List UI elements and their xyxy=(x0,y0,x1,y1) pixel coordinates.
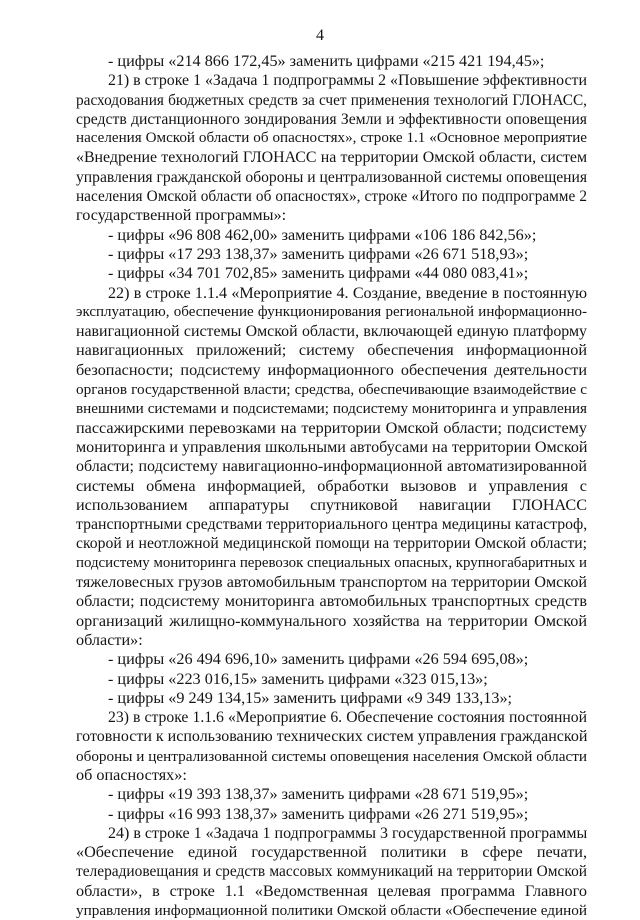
text-line: государственной программы»: xyxy=(76,206,287,225)
text-line: - цифры «214 866 172,45» заменить цифрами «215 421 194,45»; xyxy=(108,52,545,70)
text-line: «Обеспечение единой государственной политики в сфере печати, xyxy=(76,843,587,862)
text-line: готовности к использованию технических систем управления гражданской xyxy=(76,728,588,746)
text-line: внешними системами и подсистемами; подсистему мониторинга и управления xyxy=(76,400,587,418)
text-line: - цифры «16 993 138,37» заменить цифрами «26 271 519,95»; xyxy=(108,804,529,823)
text-line: безопасности; подсистему информационного обеспечения деятельности xyxy=(76,360,587,379)
text-line: населения Омской области об опасностях», строке «Итого по подпрограмме 2 xyxy=(76,188,587,206)
text-line: - цифры «19 393 138,37» заменить цифрами «28 671 519,95»; xyxy=(108,785,529,804)
text-line: управления гражданской обороны и централизованной системы оповещения xyxy=(76,168,587,186)
text-line: области»: xyxy=(76,630,143,649)
page-number: 4 xyxy=(316,27,324,44)
text-line: транспортными средствами территориального центра медицины катастроф, xyxy=(76,516,588,534)
text-line: - цифры «9 249 134,15» заменить цифрами «9 349 133,13»; xyxy=(108,688,513,707)
text-line: - цифры «223 016,15» заменить цифрами «323 015,13»; xyxy=(108,669,488,688)
text-line: органов государственной власти; средства, обеспечивающие взаимодействие с xyxy=(76,381,587,399)
text-line: эксплуатацию, обеспечение функционирования региональной информационно- xyxy=(76,303,587,320)
text-line: 24) в строке 1 «Задача 1 подпрограммы 3 государственной программы xyxy=(108,824,588,842)
text-line: скорой и неотложной медицинской помощи на территории Омской области; xyxy=(76,535,587,553)
text-line: использованием аппаратуры спутниковой навигации ГЛОНАСС xyxy=(76,495,587,514)
text-line: 21) в строке 1 «Задача 1 подпрограммы 2 «Повышение эффективности xyxy=(108,72,587,90)
document-body xyxy=(76,52,587,920)
text-line: мониторинга и управления школьными автобусами на территории Омской xyxy=(76,438,588,456)
text-line: организаций жилищно-коммунального хозяйства на территории Омской xyxy=(76,611,587,630)
text-line: навигационных приложений; систему обеспечения информационной xyxy=(76,341,587,360)
text-line: обороны и централизованной системы оповещения населения Омской области xyxy=(76,747,587,765)
text-line: навигационной системы Омской области, включающей единую платформу xyxy=(76,323,587,341)
text-line: населения Омской области об опасностях», строке 1.1 «Основное мероприятие xyxy=(76,130,587,147)
text-line: пассажирскими перевозками на территории Омской области; подсистему xyxy=(76,418,587,437)
text-line: - цифры «96 808 462,00» заменить цифрами «106 186 842,56»; xyxy=(108,225,537,244)
text-line: об опасностях»: xyxy=(76,765,187,784)
text-line: подсистему мониторинга перевозок специальных опасных, крупногабаритных и xyxy=(76,554,588,571)
text-line: - цифры «34 701 702,85» заменить цифрами «44 080 083,41»; xyxy=(108,264,529,283)
text-line: области», в строке 1.1 «Ведомственная целевая программа Главного xyxy=(76,881,587,900)
text-line: 23) в строке 1.1.6 «Мероприятие 6. Обеспечение состояния постоянной xyxy=(108,709,587,727)
text-line: тяжеловесных грузов автомобильным транспортом на территории Омской xyxy=(76,574,587,592)
text-line: области; подсистему мониторинга автомобильных транспортных средств xyxy=(76,592,587,611)
text-line: системы обмена информацией, обработки вызовов и управления с xyxy=(76,476,587,495)
text-line: - цифры «17 293 138,37» заменить цифрами «26 671 518,93»; xyxy=(108,244,529,263)
text-line: - цифры «26 494 696,10» заменить цифрами «26 594 695,08»; xyxy=(108,650,529,669)
text-line: телерадиовещания и средств массовых коммуникаций на территории Омской xyxy=(76,863,587,881)
text-line: расходования бюджетных средств за счет применения технологий ГЛОНАСС, xyxy=(76,91,587,109)
text-line: области; подсистему навигационно-информационной автоматизированной xyxy=(76,458,587,476)
text-line: «Внедрение технологий ГЛОНАСС на территории Омской области, систем xyxy=(76,149,587,167)
text-line: средств дистанционного зондирования Земли и эффективности оповещения xyxy=(76,110,587,128)
text-line: управления информационной политики Омской области «Обеспечение единой xyxy=(76,902,587,920)
text-line: 22) в строке 1.1.4 «Мероприятие 4. Создание, введение в постоянную xyxy=(108,284,587,302)
